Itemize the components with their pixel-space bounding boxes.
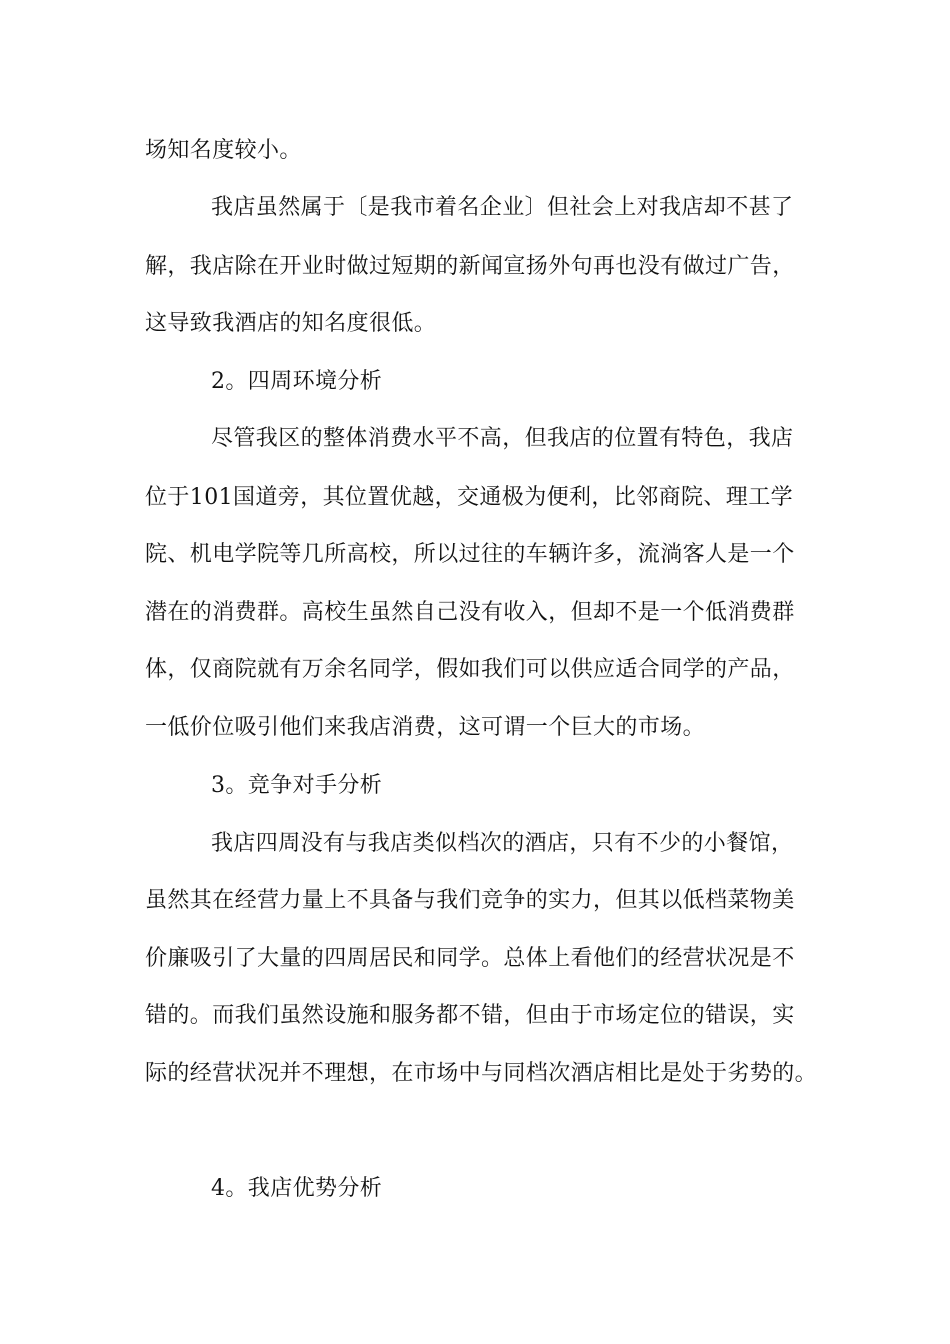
text-line: 解，我店除在开业时做过短期的新闻宣扬外句再也没有做过广告， bbox=[145, 254, 795, 279]
text-line: 价廉吸引了大量的四周居民和同学。总体上看他们的经营状况是不 bbox=[145, 946, 795, 971]
section-heading: 4。我店优势分析 bbox=[211, 1176, 383, 1201]
text-line: 虽然其在经营力量上不具备与我们竞争的实力，但其以低档菜物美 bbox=[145, 888, 795, 913]
section-heading: 2。四周环境分析 bbox=[211, 369, 383, 394]
text-line: 院、机电学院等几所高校，所以过往的车辆许多，流淌客人是一个 bbox=[145, 542, 795, 567]
text-line: 尽管我区的整体消费水平不高，但我店的位置有特色，我店 bbox=[211, 426, 794, 451]
text-line: 这导致我酒店的知名度很低。 bbox=[145, 311, 437, 336]
text-line: 潜在的消费群。高校生虽然自己没有收入，但却不是一个低消费群 bbox=[145, 600, 795, 625]
text-line: 我店虽然属于〔是我市着名企业〕但社会上对我店却不甚了 bbox=[211, 195, 794, 220]
section-heading: 3。竞争对手分析 bbox=[211, 773, 383, 798]
text-line: 际的经营状况并不理想，在市场中与同档次酒店相比是处于劣势的。 bbox=[145, 1061, 818, 1086]
text-line: 一低价位吸引他们来我店消费，这可谓一个巨大的市场。 bbox=[145, 715, 706, 740]
text-line: 体，仅商院就有万余名同学，假如我们可以供应适合同学的产品， bbox=[145, 657, 795, 682]
text-line: 错的。而我们虽然设施和服务都不错，但由于市场定位的错误，实 bbox=[145, 1003, 795, 1028]
text-line: 我店四周没有与我店类似档次的酒店，只有不少的小餐馆， bbox=[211, 831, 794, 856]
text-line: 位于101国道旁，其位置优越，交通极为便利，比邻商院、理工学 bbox=[145, 485, 793, 510]
text-line: 场知名度较小。 bbox=[145, 138, 302, 163]
